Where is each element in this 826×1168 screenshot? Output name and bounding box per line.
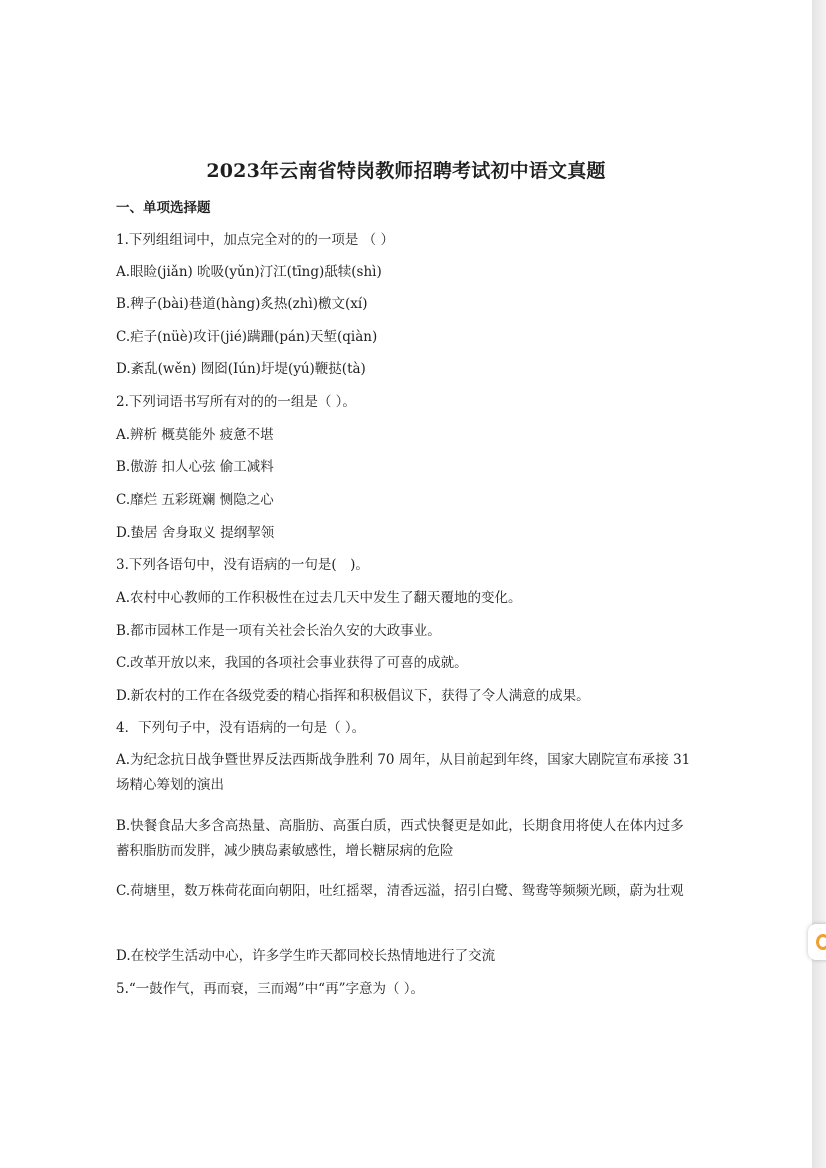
question-1-stem: 1.下列组组词中，加点完全对的的一项是 （ ） — [116, 232, 394, 248]
question-2-stem: 2.下列词语书写所有对的的一组是（ ）。 — [116, 394, 356, 410]
question-2-option-c: C.靡烂 五彩斑斓 恻隐之心 — [116, 492, 274, 508]
question-4-option-a: A.为纪念抗日战争暨世界反法西斯战争胜利 70 周年，从目前起到年终，国家大剧院宣布承接 31场精心筹划的演出 — [116, 752, 691, 793]
question-3-stem: 3.下列各语句中，没有语病的一句是( )。 — [116, 557, 369, 573]
section-heading: 一、单项选择题 — [116, 200, 211, 216]
question-3-option-c: C.改革开放以来，我国的各项社会事业获得了可喜的成就。 — [116, 655, 468, 671]
question-4-stem: 4．下列句子中，没有语病的一句是（ ）。 — [116, 720, 366, 736]
question-1-option-a: A.眼睑(jiǎn) 吮吸(yǔn)汀江(tīng)舐犊(shì) — [116, 264, 382, 280]
app-logo-icon — [816, 934, 826, 950]
question-4-option-d: D.在校学生活动中心，许多学生昨天都同校长热情地进行了交流 — [116, 948, 496, 964]
question-1-option-b: B.稗子(bài)巷道(hàng)炙热(zhì)檄文(xí) — [116, 296, 368, 312]
question-3-option-b: B.都市园林工作是一项有关社会长治久安的大政事业。 — [116, 623, 441, 639]
page-title: 2023年云南省特岗教师招聘考试初中语文真题 — [206, 160, 606, 182]
question-2-option-d: D.蛰居 舍身取义 提纲挈领 — [116, 525, 275, 541]
question-3-option-a: A.农村中心教师的工作积极性在过去几天中发生了翻天覆地的变化。 — [116, 590, 522, 606]
question-1-option-c: C.疟子(nüè)攻讦(jié)蹒跚(pán)天堑(qiàn) — [116, 329, 378, 345]
question-4-option-c: C.荷塘里，数万株荷花面向朝阳，吐红摇翠，清香远溢，招引白鹭、鸳鸯等频频光顾，蔚为壮观 — [116, 883, 684, 899]
question-2-option-b: B.傲游 扣人心弦 偷工减料 — [116, 459, 274, 475]
question-3-option-d: D.新农村的工作在各级党委的精心指挥和积极倡议下，获得了令人满意的成果。 — [116, 688, 590, 704]
question-5-stem: 5.“一鼓作气，再而衰，三而竭”中“再”字意为（ ）。 — [116, 981, 425, 997]
side-tab-button[interactable] — [808, 924, 826, 960]
question-1-option-d: D.紊乱(wěn) 囫囵(Iún)圩堤(yú)鞭挞(tà) — [116, 361, 366, 377]
question-4-option-b: B.快餐食品大多含高热量、高脂肪、高蛋白质，西式快餐更是如此，长期食用将使人在体内过多蓄积脂肪而发胖，减少胰岛素敏感性，增长糖尿病的危险 — [116, 818, 684, 859]
question-2-option-a: A.辨析 概莫能外 疲惫不堪 — [116, 427, 274, 443]
viewer-edge — [812, 0, 826, 1168]
